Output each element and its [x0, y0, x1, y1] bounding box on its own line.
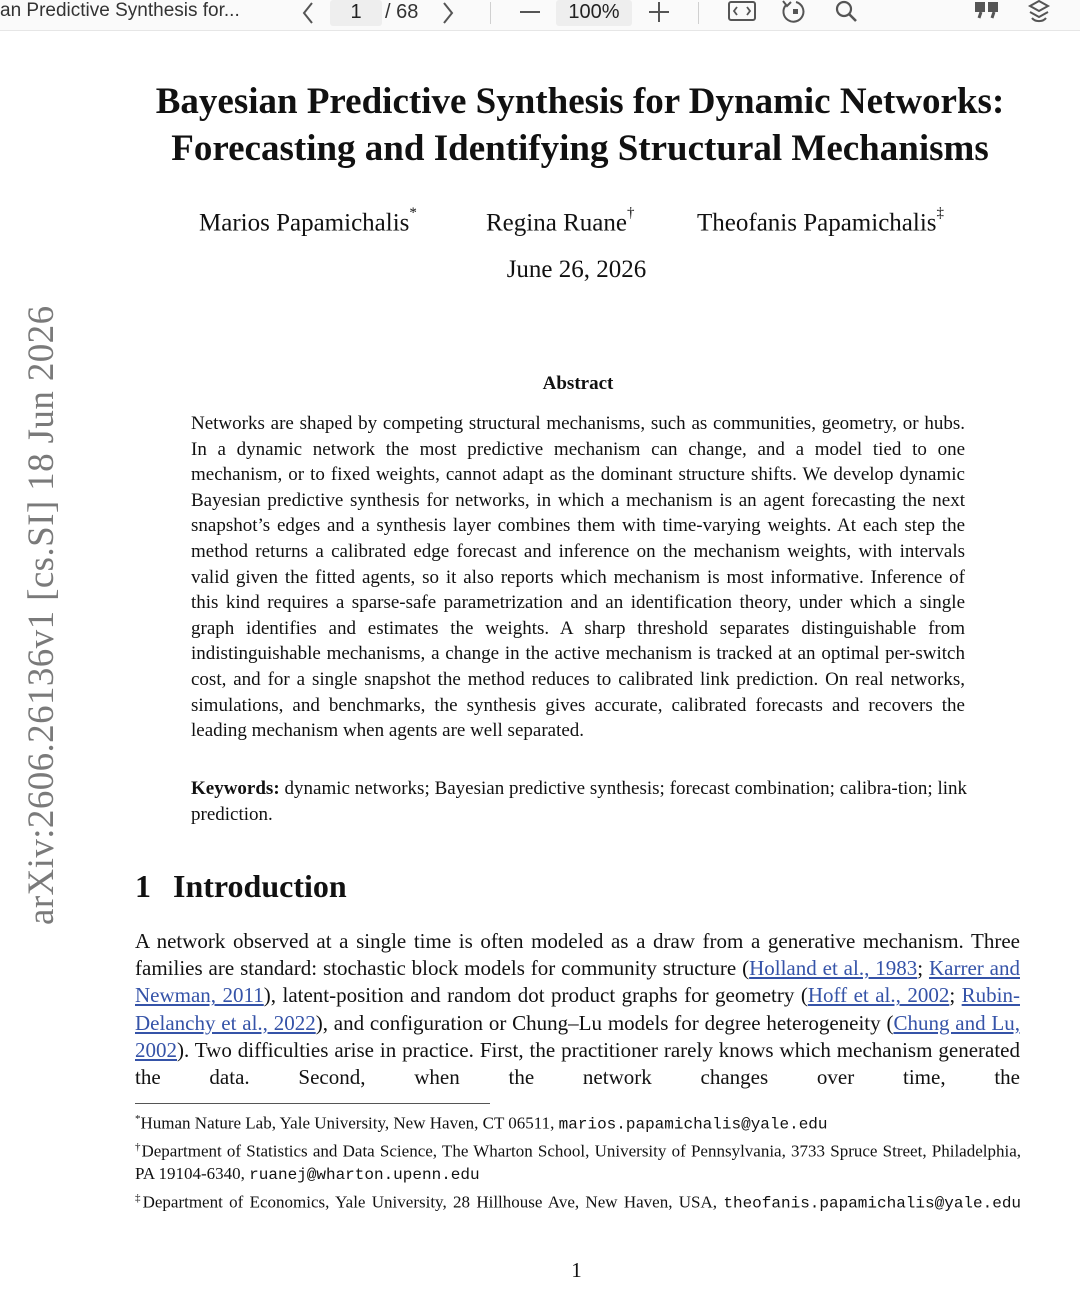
intro-text: ;	[917, 956, 929, 981]
keywords-label: Keywords:	[191, 778, 280, 799]
footnote-email: theofanis.papamichalis@yale.edu	[723, 1194, 1022, 1213]
section-heading	[135, 868, 347, 905]
author-3	[697, 200, 944, 240]
citation-link[interactable]: Holland et al., 1983	[749, 956, 918, 981]
author-mark: *	[409, 205, 417, 221]
author-1	[199, 200, 417, 240]
author-name: Marios Papamichalis	[199, 209, 410, 237]
title-line-1: Bayesian Predictive Synthesis for Dynamic Networks:	[155, 81, 1005, 122]
arxiv-identifier: arXiv:2606.26136v1 [cs.SI] 18 Jun 2026	[21, 305, 62, 925]
author-mark: †	[626, 205, 635, 221]
author-2	[486, 200, 634, 240]
next-page-button[interactable]	[438, 0, 458, 28]
zoom-out-button[interactable]	[518, 0, 542, 28]
footnote-text: Department of Statistics and Data Science, The Wharton School, University of Pennsylvania, 3733 Spruce Street, Philadelphia, PA 19104-6340,	[135, 1141, 1022, 1184]
citation-link[interactable]: Karrer and Newman, 2011	[135, 956, 1020, 1008]
page-number-input[interactable]: 1	[330, 0, 382, 26]
section-title: Introduction	[173, 868, 347, 904]
footnote-mark: ‡	[135, 1191, 143, 1204]
citation-link[interactable]: Hoff et al., 2002	[807, 983, 950, 1008]
author-name: Regina Ruane	[486, 209, 627, 237]
fit-page-icon[interactable]	[727, 0, 757, 28]
paper-title	[120, 78, 1040, 172]
footnote-mark: †	[135, 1141, 142, 1154]
citation-link[interactable]: Chung and Lu, 2002	[135, 1010, 1020, 1062]
author-name: Theofanis Papamichalis	[697, 209, 937, 237]
zoom-in-button[interactable]	[647, 0, 671, 28]
toolbar-divider	[698, 2, 699, 24]
toolbar-divider	[490, 2, 491, 24]
search-icon[interactable]	[834, 0, 860, 28]
rotate-icon[interactable]	[780, 0, 808, 28]
zoom-level[interactable]: 100%	[556, 0, 632, 26]
intro-text: ), latent-position and random dot product graphs for geometry (	[263, 983, 808, 1008]
intro-paragraph	[135, 928, 1020, 1091]
intro-text: ). Two difficulties arise in practice. First, the practitioner rarely knows which mechanism generated the data. Second, when the network changes over time, the	[135, 1037, 1020, 1090]
highlight-icon[interactable]	[1025, 0, 1053, 28]
page-number: 1	[571, 1258, 582, 1282]
intro-text: ), and configuration or Chung–Lu models for degree heterogeneity (	[315, 1010, 894, 1035]
intro-text: A network observed at a single time is often modeled as a draw from a generative mechanism. Three families are standard: stochastic block models for community structure (	[135, 929, 1020, 981]
footnote-mark: *	[135, 1113, 141, 1125]
citation-link[interactable]: Rubin-Delanchy et al., 2022	[135, 983, 1020, 1035]
footnote-rule	[135, 1103, 490, 1104]
footnote-1	[135, 1108, 1021, 1136]
keywords	[191, 776, 967, 827]
page-count: / 68	[385, 1, 419, 23]
pdf-viewer-toolbar	[0, 0, 1080, 31]
abstract-heading: Abstract	[542, 373, 614, 394]
footnote-text: Human Nature Lab, Yale University, New Haven, CT 06511,	[140, 1113, 559, 1133]
footnote-email: marios.papamichalis@yale.edu	[558, 1115, 828, 1134]
comment-icon[interactable]	[973, 0, 1001, 28]
abstract-text: Networks are shaped by competing structural mechanisms, such as communities, geometry, or hubs. In a dynamic network the most predictive mechanism can change, and a model tied to one mechanism, or to fixed weights, cannot adapt as the dominant structure shifts. We develop dynamic Bayesian predictive synthesis for networks, in which a mechanism is an agent forecasting the next snapshot’s edges and a synthesis layer combines them with time-varying weights. At each step the method returns a calibrated edge forecast and inference on the mechanism weights, with intervals valid given the fitted agents, so it also reports which mechanism is most informative. Inference of this kind requires a sparse-safe parametrization and an identification theory, under which a single graph identifies and estimates the weights. A sharp threshold separates distinguishable from indistinguishable mechanisms, a change in the active mechanism is tracked at an optimal per-switch cost, and for a single snapshot the method reduces to calibrated link prediction. On real networks, simulations, and benchmarks, the synthesis gives accurate, calibrated forecasts and recovers the leading mechanism when agents are well separated.	[191, 413, 965, 742]
document-title-tab[interactable]: an Predictive Synthesis for...	[0, 0, 240, 21]
footnotes	[135, 1108, 1021, 1215]
section-number: 1	[135, 868, 151, 904]
footnote-email: ruanej@wharton.upenn.edu	[249, 1166, 480, 1185]
title-line-2: Forecasting and Identifying Structural Mechanisms	[171, 128, 989, 169]
footnote-text: Department of Economics, Yale University, 28 Hillhouse Ave, New Haven, USA,	[142, 1192, 718, 1212]
intro-text: ;	[949, 983, 962, 1008]
footnote-2	[135, 1136, 1021, 1187]
keywords-text: dynamic networks; Bayesian predictive synthesis; forecast combination; calibra-tion; link prediction.	[191, 778, 968, 825]
footnote-3	[135, 1187, 1021, 1215]
author-mark: ‡	[936, 205, 945, 221]
paper-date: June 26, 2026	[506, 256, 647, 283]
previous-page-button[interactable]	[298, 0, 318, 28]
